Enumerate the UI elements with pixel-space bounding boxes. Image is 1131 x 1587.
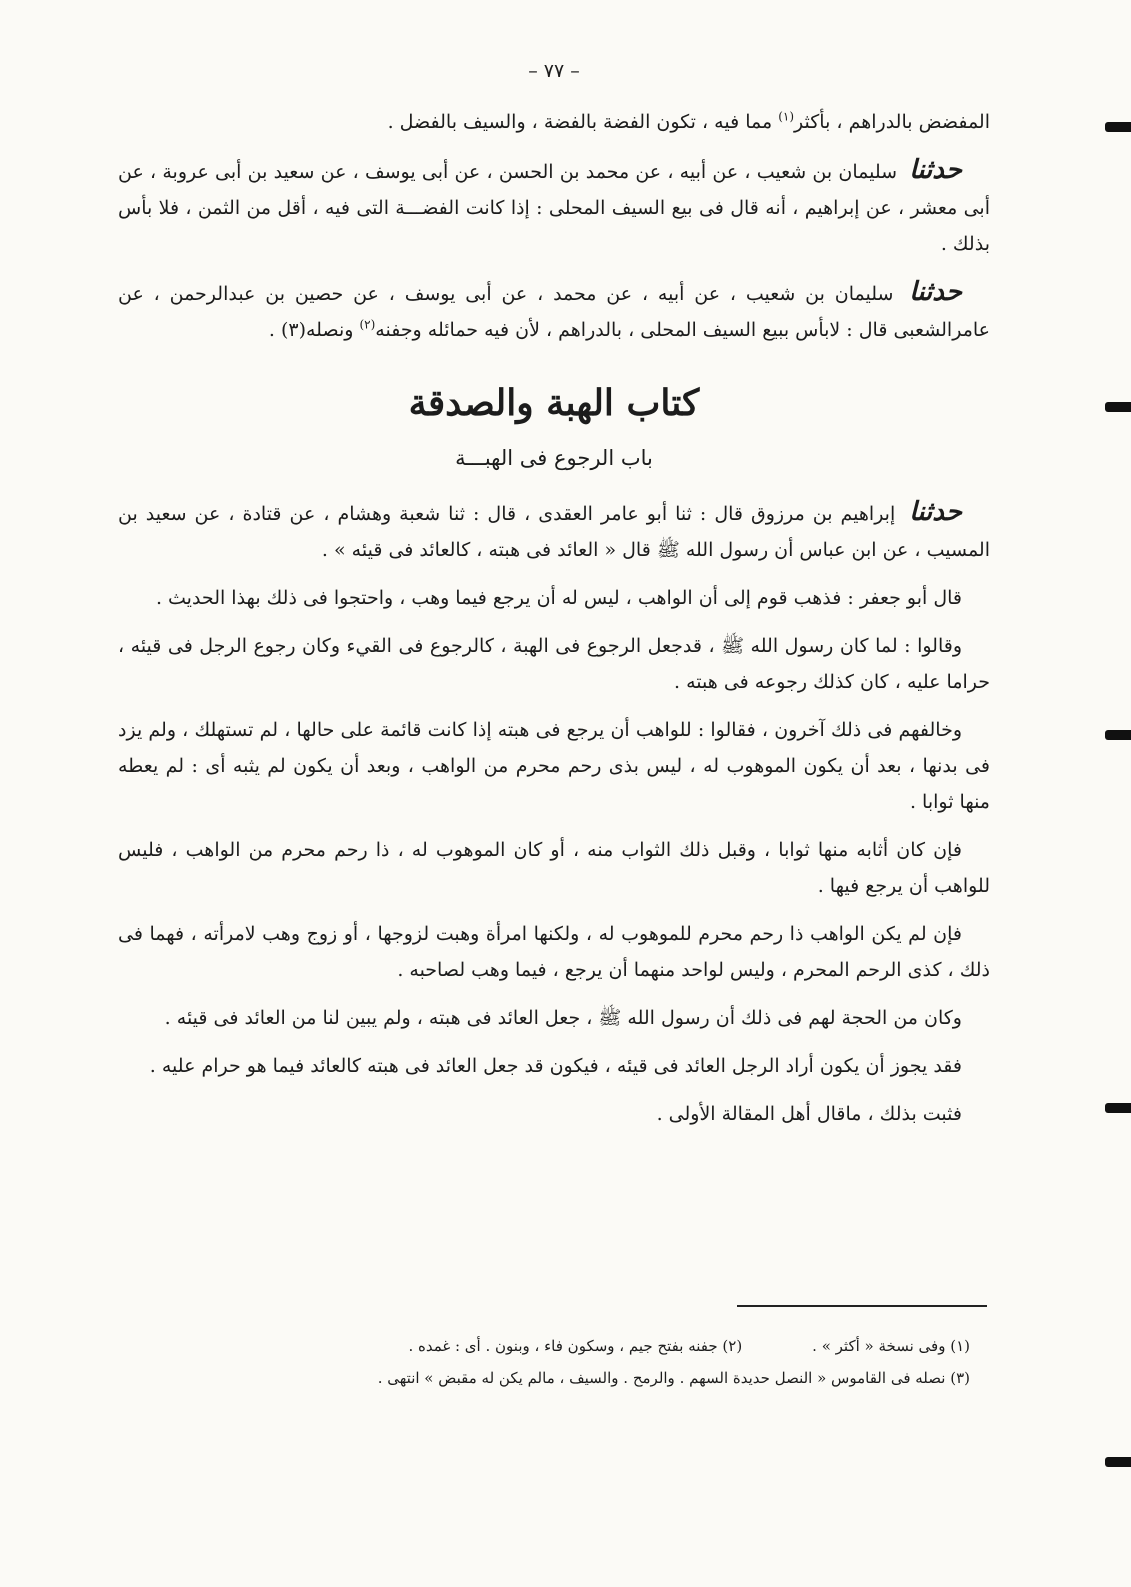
paragraph: وخالفهم فى ذلك آخرون ، فقالوا : للواهب أن يرجع فى هبته إذا كانت قائمة على حالها ، لم تستهلك ، ولم يزد فى بدنها ، بعد أن يكون الموهوب له ، ليس بذى رحم محرم من الواهب ، وبعد أن يكون لم يثبه أى : لم يعطه منها ثوابا . [118, 719, 990, 813]
paragraph-intro: المفضض بالدراهم ، بأكثر$^{(١)}$ مما فيه ، تكون الفضة بالفضة ، والسيف بالفضل . [387, 109, 990, 133]
book-title: كتاب الهبة والصدقة [408, 382, 700, 424]
edge-mark [1105, 1103, 1131, 1113]
edge-mark [1105, 730, 1131, 740]
paragraph: وقالوا : لما كان رسول الله ﷺ ، قدجعل الرجوع فى الهبة ، كالرجوع فى القيء وكان رجوع الرجل فى قيئه ، حراما عليه ، كان كذلك رجوعه فى هبته . [118, 635, 990, 693]
paragraph: فقد يجوز أن يكون أراد الرجل العائد فى قيئه ، فيكون قد جعل العائد فى هبته كالعائد فيما هو حرام عليه . [149, 1055, 962, 1077]
edge-mark [1105, 1457, 1131, 1467]
hadith-lead-word: حدثنا [909, 155, 962, 185]
document-page [118, 60, 990, 1144]
hadith-paragraph-2: حدثنا سليمان بن شعيب ، عن أبيه ، عن محمد ، عن أبى يوسف ، عن حصين بن عبدالرحمن ، عن عامرالشعبى قال : لابأس ببيع السيف المحلى ، بالدراهم ، لأن فيه حمائله وجفنه$^{(٢)}$ ونصله(٣) . [118, 277, 990, 341]
hadith-lead-word: حدثنا [909, 497, 962, 527]
paragraph: وكان من الحجة لهم فى ذلك أن رسول الله ﷺ ، جعل العائد فى هبته ، ولم يبين لنا من العائد فى قيئه . [164, 1007, 962, 1029]
edge-mark [1105, 402, 1131, 412]
paragraph: فإن لم يكن الواهب ذا رحم محرم للموهوب له ، ولكنها امرأة وهبت لزوجها ، أو زوج وهب لامرأته ، فهما فى ذلك ، كذى الرحم المحرم ، وليس لواحد منهما أن يرجع ، فيما وهب لصاحبه . [118, 923, 990, 981]
footnote-divider [737, 1305, 987, 1307]
footnotes [180, 1330, 970, 1394]
hadith-paragraph-1: حدثنا سليمان بن شعيب ، عن أبيه ، عن محمد بن الحسن ، عن أبى يوسف ، عن سعيد بن أبى عروبة ، عن أبى معشر ، عن إبراهيم ، أنه قال فى بيع السيف المحلى : إذا كانت الفضـــة التى فيه ، أقل من الثمن ، فلا بأس بذلك . [118, 155, 990, 255]
paragraph: فثبت بذلك ، ماقال أهل المقالة الأولى . [656, 1103, 962, 1125]
footnote-2: (٢) جفنه بفتح جيم ، وسكون فاء ، وبنون . أى : غمده . [408, 1337, 743, 1355]
paragraph: فإن كان أثابه منها ثوابا ، وقبل ذلك الثواب منه ، أو كان الموهوب له ، ذا رحم محرم من الواهب ، فليس للواهب أن يرجع فيها . [118, 839, 990, 897]
paragraph: قال أبو جعفر : فذهب قوم إلى أن الواهب ، ليس له أن يرجع فيما وهب ، واحتجوا فى ذلك بهذا الحديث . [155, 587, 962, 609]
page-number: – ٧٧ – [528, 60, 580, 82]
chapter-title: باب الرجوع فى الهبـــة [455, 446, 653, 470]
hadith-lead-word: حدثنا [909, 277, 962, 307]
footnote-3: (٣) نصله فى القاموس « النصل حديدة السهم . والرمح . والسيف ، مالم يكن له مقبض » انتهى . [377, 1369, 970, 1387]
footnote-row [180, 1330, 970, 1362]
footnote-1: (١) وفى نسخة « أكثر » . [812, 1337, 970, 1355]
hadith-paragraph-main: حدثنا إبراهيم بن مرزوق قال : ثنا أبو عامر العقدى ، قال : ثنا شعبة وهشام ، عن قتادة ، عن سعيد بن المسيب ، عن ابن عباس أن رسول الله ﷺ قال « العائد فى هبته ، كالعائد فى قيئه » . [118, 497, 990, 561]
edge-mark [1105, 122, 1131, 132]
footnote-ref-2[interactable]: (٢) [359, 317, 376, 332]
footnote-ref-1[interactable]: (١) [778, 109, 795, 124]
